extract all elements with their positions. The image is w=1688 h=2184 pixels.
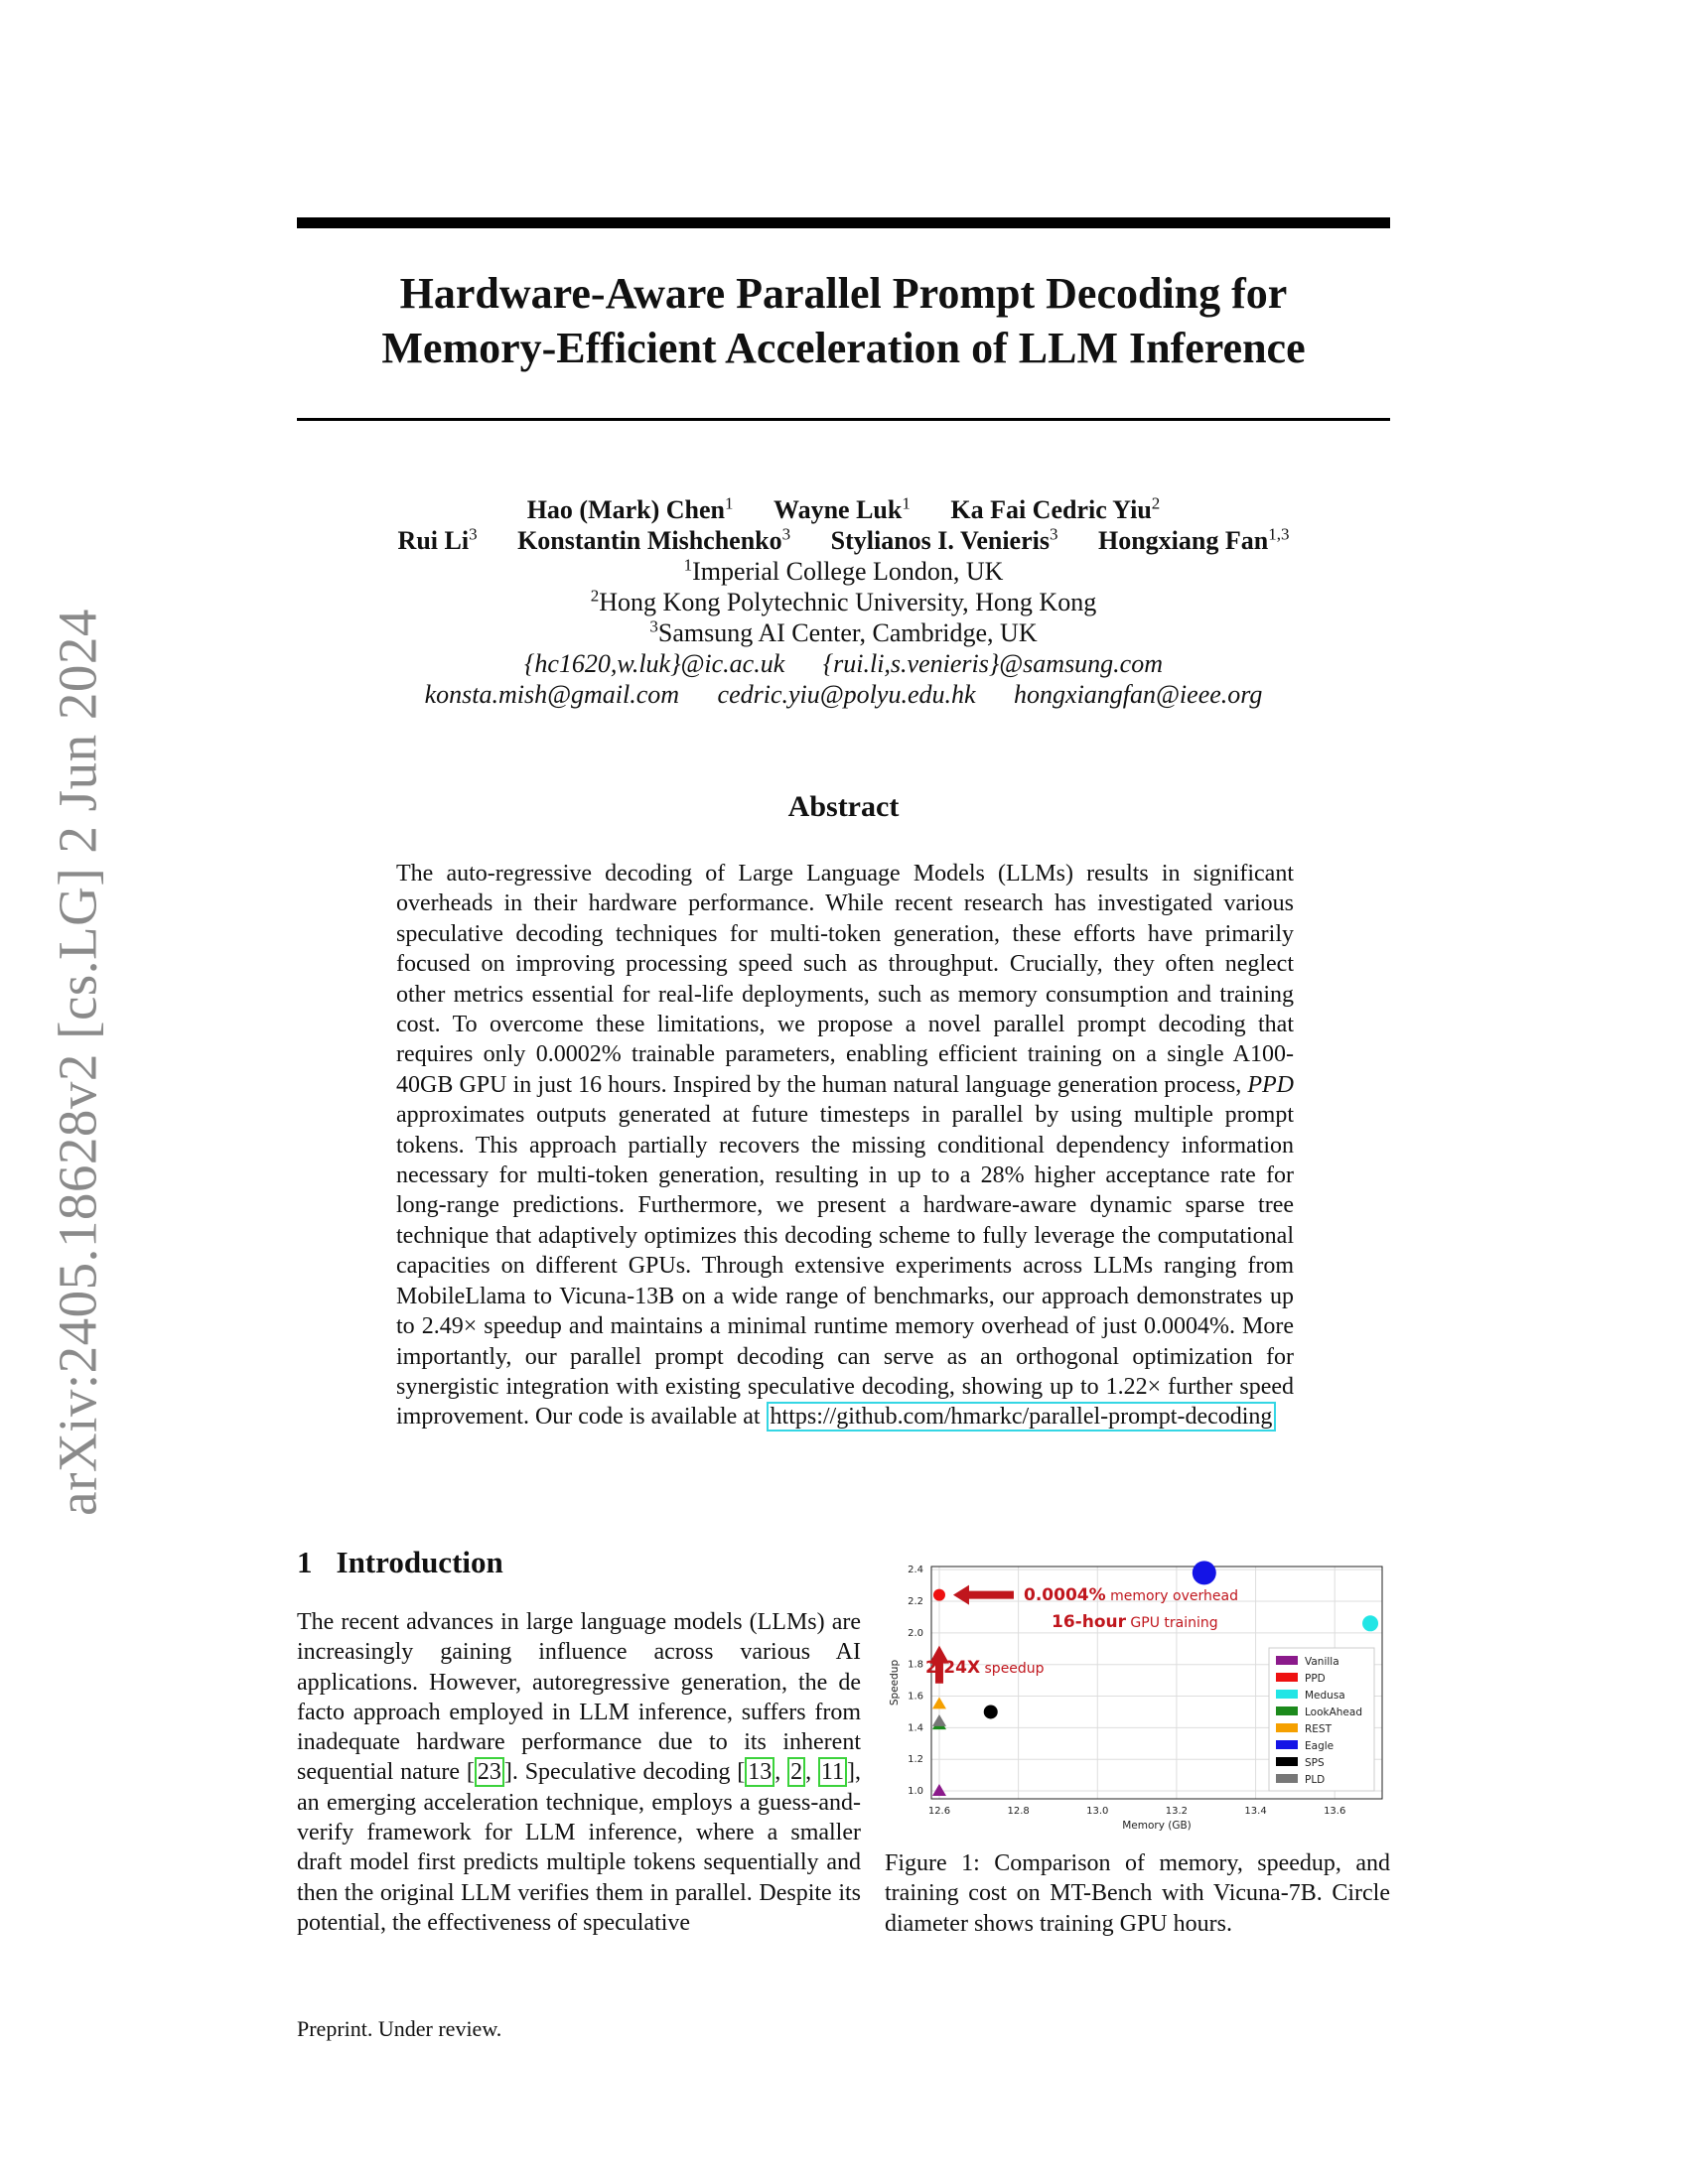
citation-link[interactable]: 13 [745,1757,774,1787]
legend-swatch [1276,1774,1298,1783]
y-tick-label: 2.2 [908,1596,923,1608]
footer-note: Preprint. Under review. [297,2016,502,2041]
x-axis-label: Memory (GB) [1122,1820,1192,1832]
legend-swatch [1276,1740,1298,1749]
legend-label: Eagle [1305,1740,1335,1752]
data-point-vanilla [932,1784,946,1796]
abstract-body: The auto-regressive decoding of Large Language Models (LLMs) results in significant overheads in their hardware performance. While recent research has investigated various speculative decoding techniques for multi-token generation, these efforts have primarily focused on improving processing speed such as throughput. Crucially, they often neglect other metrics essential for real-life deployments, such as memory consumption and training cost. To overcome these limitations, we propose a novel parallel prompt decoding that requires only 0.0002% trainable parameters, enabling efficient training on a single A100-40GB GPU in just 16 hours. Inspired by the human natural language generation process, PPD approximates outputs generated at future timesteps in parallel by using multiple prompt tokens. This approach partially recovers the missing conditional dependency information necessary for multi-token generation, resulting in up to a 28% higher acceptance rate for long-range predictions. Furthermore, we present a hardware-aware dynamic sparse tree technique that adaptively optimizes this decoding scheme to fully leverage the computational capacities on different GPUs. Through extensive experiments across LLMs ranging from MobileLlama to Vicuna-13B on a wide range of benchmarks, our approach demonstrates up to 2.49× speedup and maintains a minimal runtime memory overhead of just 0.0004%. More importantly, our parallel prompt decoding can serve as an orthogonal optimization for synergistic integration with existing speculative decoding, showing up to 1.22× further speed improvement. Our code is available at https://github.com/hmarkc/parallel-prompt-decoding [396,861,1294,1431]
figure-caption: Figure 1: Comparison of memory, speedup, and training cost on MT-Bench with Vicuna-7B. Circle diameter shows training GPU hours. [885,1850,1390,1937]
speedup-annotation [925,1658,1045,1678]
data-point-eagle [1193,1561,1216,1584]
y-axis-label: Speedup [889,1659,901,1706]
legend-label: Medusa [1305,1690,1345,1702]
email: {hc1620,w.luk}@ic.ac.uk [523,649,785,678]
y-tick-label: 2.4 [908,1565,923,1576]
author: Konstantin Mishchenko$^3$ [517,524,791,555]
author: Wayne Luk$^1$ [774,493,911,524]
affiliation: $^2$Hong Kong Polytechnic University, Hong Kong [590,586,1097,616]
ppd-term: PPD [1247,1071,1294,1098]
author-row-1 [297,494,1390,525]
citation-link[interactable]: 23 [475,1757,504,1787]
legend-box [1269,1648,1374,1791]
legend-swatch [1276,1757,1298,1766]
legend-swatch [1276,1673,1298,1682]
top-rule [297,217,1390,228]
email: konsta.mish@gmail.com [424,680,680,709]
title-rule [297,418,1390,421]
legend-swatch [1276,1706,1298,1715]
email: hongxiangfan@ieee.org [1014,680,1263,709]
speedup-annotation-text: speedup [980,1661,1045,1677]
legend-label: PLD [1305,1774,1326,1786]
data-point-rest [932,1697,946,1708]
email: cedric.yiu@polyu.edu.hk [717,680,976,709]
citation-link[interactable]: 2 [787,1757,805,1787]
legend-swatch [1276,1723,1298,1732]
legend-label: PPD [1305,1673,1326,1685]
intro-paragraph: The recent advances in large language models (LLMs) are increasingly gaining influence across various AI applications. However, autoregressive generation, the de facto approach employed in LLM inference, suffers from inadequate hardware performance due to its inherent sequential nature [ 23 ]. Speculative decoding [ 13 , 2 , 11 ], an emerging acceleration technique, employs a guess-and-verify framework for LLM inference, where a smaller draft model first predicts multiple tokens sequentially and then the original LLM verifies them in parallel. Despite its potential, the effectiveness of speculative [297,1609,861,1936]
data-point-medusa [1362,1615,1378,1631]
figure-1-chart [878,1559,1390,1837]
author-row-2 [297,525,1390,556]
x-tick-label: 13.4 [1244,1806,1267,1817]
speedup-annotation-value: 2.24X [925,1658,981,1678]
arxiv-identifier: arXiv:2405.18628v2 [cs.LG] 2 Jun 2024 [47,609,108,1516]
training-annotation-text: GPU training [1125,1615,1218,1631]
paper-title: Hardware-Aware Parallel Prompt Decoding for Memory-Efficient Acceleration of LLM Inference [381,269,1306,372]
abstract-heading: Abstract [787,790,900,823]
legend-label: SPS [1305,1757,1325,1769]
legend-label: Vanilla [1305,1656,1339,1668]
legend-label: REST [1305,1723,1333,1735]
left-arrow-icon [953,1585,1014,1605]
email-row-1 [297,648,1390,679]
author: Hao (Mark) Chen$^1$ [526,493,734,524]
legend-swatch [1276,1656,1298,1665]
citation-link[interactable]: 11 [818,1757,847,1787]
affiliation: $^1$Imperial College London, UK [683,555,1004,586]
x-tick-label: 12.6 [927,1806,951,1817]
y-tick-label: 1.8 [908,1659,923,1671]
data-point-sps [984,1705,998,1718]
x-tick-label: 12.8 [1007,1806,1030,1817]
memory-annotation [1024,1585,1238,1605]
x-tick-label: 13.2 [1165,1806,1189,1817]
email-row-2 [297,679,1390,710]
section-heading: 1 Introduction [297,1545,503,1579]
y-tick-label: 1.4 [908,1722,923,1734]
affiliation: $^3$Samsung AI Center, Cambridge, UK [649,616,1038,647]
email: {rui.li,s.venieris}@samsung.com [822,649,1164,678]
author: Rui Li$^3$ [397,524,478,555]
data-point-ppd [933,1589,945,1601]
memory-annotation-value: 0.0004% [1024,1585,1106,1605]
legend-label: LookAhead [1305,1706,1362,1718]
author: Ka Fai Cedric Yiu$^2$ [950,493,1161,524]
author: Stylianos I. Venieris$^3$ [830,524,1058,555]
data-point-pld [932,1714,946,1726]
training-annotation [1052,1612,1218,1632]
y-tick-label: 2.0 [908,1627,923,1639]
y-tick-label: 1.2 [908,1754,923,1766]
y-tick-label: 1.0 [908,1786,923,1798]
author-block [297,494,1390,710]
training-annotation-value: 16-hour [1052,1612,1126,1632]
memory-annotation-text: memory overhead [1105,1588,1238,1604]
x-tick-label: 13.0 [1086,1806,1109,1817]
author: Hongxiang Fan$^{1,3}$ [1097,524,1290,555]
x-tick-label: 13.6 [1324,1806,1346,1817]
legend-swatch [1276,1690,1298,1699]
y-tick-label: 1.6 [908,1691,923,1703]
code-link[interactable]: https://github.com/hmarkc/parallel-prompt-decoding [767,1402,1277,1432]
